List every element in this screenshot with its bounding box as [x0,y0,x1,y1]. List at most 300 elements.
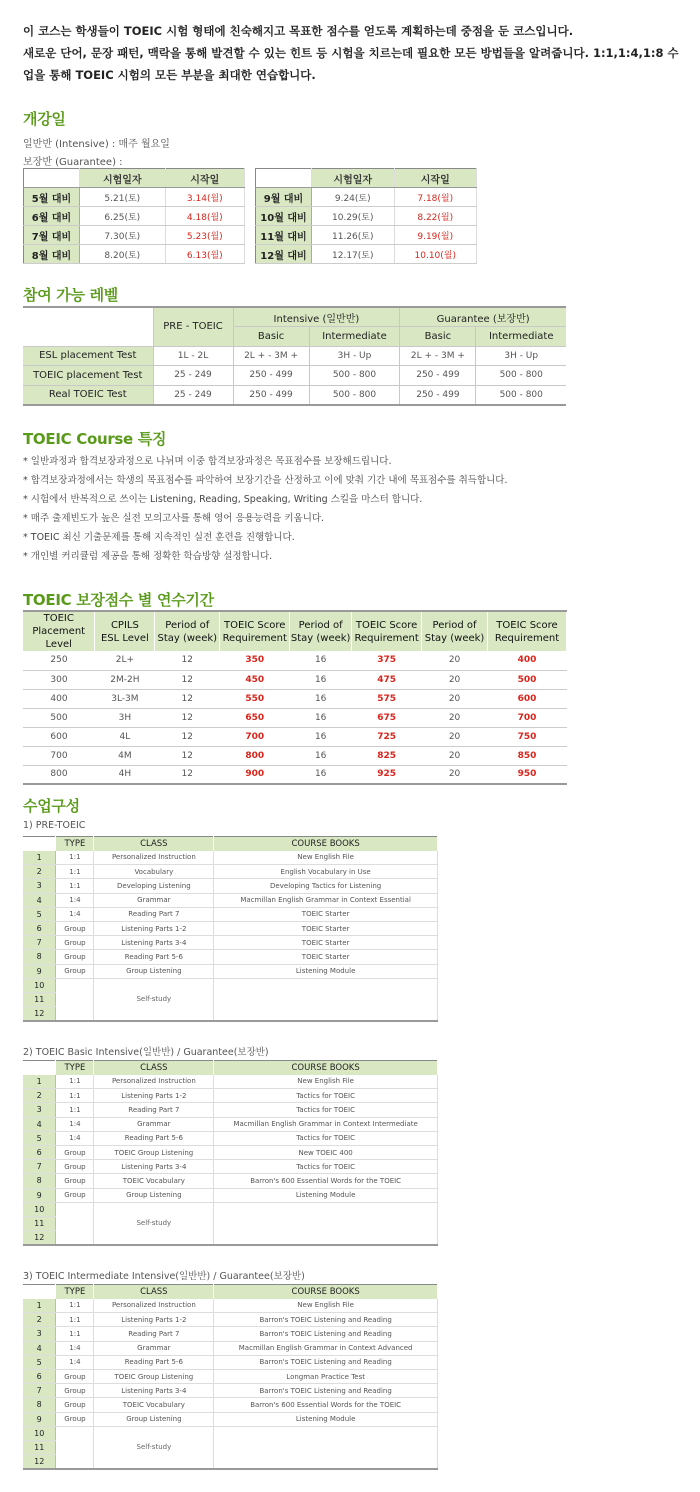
curriculum-cell: Listening Parts 3-4 [94,1384,214,1398]
start-date-header: 시작일 [165,169,244,188]
curriculum-cell: Listening Module [214,1188,438,1202]
curriculum-header: CLASS [94,1061,214,1075]
self-study-books [214,978,438,1021]
curriculum-cell: Listening Parts 3-4 [94,936,214,950]
row-number: 4 [23,893,56,907]
period-row [23,651,567,670]
period-cell: 725 [352,727,422,746]
self-study-type [56,1426,94,1469]
curriculum-cell: Macmillan English Grammar in Context Essential [214,893,438,907]
curriculum-row [23,1426,438,1440]
curriculum-header: COURSE BOOKS [214,1061,438,1075]
row-number: 4 [23,1341,56,1355]
curriculum-cell: TOEIC Vocabulary [94,1398,214,1412]
start-date: 9.19(월) [394,226,477,245]
row-number: 10 [23,978,56,992]
schedule-table-right [255,168,477,264]
number-header [23,1285,56,1299]
curriculum-cell: Grammar [94,1117,214,1131]
period-cell: 4L [95,727,155,746]
row-number: 9 [23,964,56,978]
period-header-line: Requirement [222,632,287,644]
period-row [23,746,567,765]
schedule-row [24,226,245,245]
curriculum-cell: Barron's 600 Essential Words for the TOEIC [214,1174,438,1188]
period-cell: 16 [290,765,352,784]
intensive-schedule: 일반반 (Intensive) : 매주 월요일 [23,139,170,150]
curriculum-cell: Barron's TOEIC Listening and Reading [214,1384,438,1398]
curriculum-header: CLASS [94,837,214,851]
feature-item: * TOEIC 최신 기출문제를 통해 지속적인 실전 훈련을 진행합니다. [23,532,295,543]
start-date-header: 시작일 [394,169,477,188]
curriculum-cell: Reading Part 5-6 [94,1355,214,1369]
exam-date: 11.26(토) [312,226,395,245]
curriculum-cell: Barron's TOEIC Listening and Reading [214,1355,438,1369]
row-number: 7 [23,936,56,950]
curriculum-cell: 1:1 [56,1103,94,1117]
period-cell: 20 [422,689,488,708]
row-number: 2 [23,1313,56,1327]
period-header-line: CPILS [110,619,139,631]
curriculum-row [23,1412,438,1426]
period-cell: 375 [352,651,422,670]
level-cell: 250 - 499 [400,366,476,386]
schedule-row [24,188,245,207]
period-cell: 12 [155,670,220,689]
curriculum-cell: Tactics for TOEIC [214,1103,438,1117]
exam-date: 10.29(토) [312,207,395,226]
period-cell: 16 [290,670,352,689]
curriculum-cell: Group Listening [94,964,214,978]
level-row [23,366,566,386]
guarantee-schedule: 보장반 (Guarantee) : [23,157,123,168]
period-cell: 20 [422,708,488,727]
schedule-row [24,245,245,264]
pre-toeic-header: PRE - TOEIC [153,307,233,346]
period-cell: 350 [220,651,290,670]
level-cell: 500 - 800 [309,366,400,386]
period-cell: 16 [290,708,352,727]
period-header-line: Requirement [494,632,560,644]
features-title: TOEIC Course 특징 [23,430,167,448]
level-test-label: TOEIC placement Test [23,366,153,386]
period-header-line: Stay (week) [157,632,218,644]
curriculum-cell: New English File [214,1299,438,1313]
level-cell: 500 - 800 [476,385,566,405]
start-date: 7.18(월) [394,188,477,207]
curriculum-row [23,1202,438,1216]
self-study-type [56,1202,94,1245]
curriculum-row [23,1327,438,1341]
curriculum-cell: Reading Part 7 [94,1103,214,1117]
curriculum-header-row [23,837,438,851]
curriculum-row [23,921,438,935]
self-study-label: Self-study [94,1202,214,1245]
curriculum-cell: Developing Listening [94,879,214,893]
curriculum-row [23,1174,438,1188]
curriculum-row [23,879,438,893]
period-header-line: TOEIC Score [355,619,418,631]
schedule-row [24,207,245,226]
curriculum-cell: Grammar [94,1341,214,1355]
feature-item: * 합격보장과정에서는 학생의 목표점수를 파악하여 보장기간을 산정하고 이에 맞춰 기간 내에 목표점수를 취득합니다. [23,475,508,486]
period-header-line: Period of [432,619,477,631]
curriculum-subtitle: 3) TOEIC Intermediate Intensive(일반반) / Guarantee(보장반) [23,1271,305,1282]
period-cell: 300 [23,670,95,689]
curriculum-row [23,950,438,964]
curriculum-row [23,865,438,879]
curriculum-cell: Group [56,1188,94,1202]
intermediate-header: Intermediate [309,327,400,347]
schedule-label: 5월 대비 [24,188,80,207]
period-cell: 12 [155,746,220,765]
row-number: 3 [23,879,56,893]
curriculum-cell: Personalized Instruction [94,1075,214,1089]
curriculum-cell: Listening Parts 1-2 [94,921,214,935]
period-cell: 20 [422,765,488,784]
period-cell: 4M [95,746,155,765]
row-number: 2 [23,865,56,879]
period-cell: 500 [488,670,567,689]
curriculum-cell: Group [56,921,94,935]
period-table [23,610,567,785]
start-date: 5.23(월) [165,226,244,245]
curriculum-cell: TOEIC Starter [214,921,438,935]
level-cell: 2L + - 3M + [400,346,476,366]
period-cell: 12 [155,689,220,708]
curriculum-cell: TOEIC Starter [214,950,438,964]
level-cell: 25 - 249 [153,385,233,405]
level-test-label: ESL placement Test [23,346,153,366]
period-cell: 400 [23,689,95,708]
period-header-line: Placement Level [32,626,86,650]
curriculum-row [23,907,438,921]
curriculum-cell: Tactics for TOEIC [214,1160,438,1174]
opening-title: 개강일 [23,110,66,128]
period-header-line: TOEIC Score [496,619,558,631]
curriculum-row [23,936,438,950]
row-number: 12 [23,1231,56,1245]
level-cell: 3H - Up [476,346,566,366]
curriculum-cell: Reading Part 5-6 [94,950,214,964]
period-row [23,708,567,727]
curriculum-row [23,978,438,992]
curriculum-cell: Group [56,964,94,978]
schedule-row [256,188,477,207]
curriculum-cell: Listening Module [214,964,438,978]
curriculum-cell: Group Listening [94,1412,214,1426]
curriculum-row [23,1313,438,1327]
curriculum-row [23,1341,438,1355]
period-cell: 20 [422,651,488,670]
curriculum-row [23,1117,438,1131]
period-header-line: TOEIC Score [224,619,286,631]
curriculum-cell: 1:1 [56,1299,94,1313]
self-study-books [214,1202,438,1245]
curriculum-subtitle: 1) PRE-TOEIC [23,820,86,831]
curriculum-cell: New English File [214,851,438,865]
self-study-label: Self-study [94,978,214,1021]
basic-header: Basic [233,327,309,347]
row-number: 8 [23,1174,56,1188]
period-cell: 500 [23,708,95,727]
curriculum-row [23,851,438,865]
curriculum-row [23,1103,438,1117]
curriculum-cell: 1:1 [56,1313,94,1327]
period-header-line: Period of [165,619,210,631]
period-cell: 20 [422,727,488,746]
period-header [95,611,155,651]
intro-line-1: 이 코스는 학생들이 TOEIC 시험 형태에 친숙해지고 목표한 점수를 얻도록 계획하는데 중점을 둔 코스입니다. [23,24,574,38]
curriculum-cell: TOEIC Group Listening [94,1145,214,1159]
period-cell: 600 [488,689,567,708]
self-study-label: Self-study [94,1426,214,1469]
start-date: 10.10(월) [394,245,477,264]
period-header-line: ESL Level [100,632,149,644]
curriculum-cell: Listening Parts 1-2 [94,1313,214,1327]
exam-date: 7.30(토) [80,226,166,245]
start-date: 8.22(월) [394,207,477,226]
curriculum-header: COURSE BOOKS [214,837,438,851]
level-cell: 2L + - 3M + [233,346,309,366]
intermediate-header: Intermediate [476,327,566,347]
curriculum-row [23,1299,438,1313]
curriculum-title: 수업구성 [23,797,80,815]
curriculum-cell: TOEIC Starter [214,907,438,921]
schedule-row [256,245,477,264]
period-header-line: Stay (week) [290,632,351,644]
curriculum-cell: 1:4 [56,1341,94,1355]
curriculum-cell: 1:1 [56,865,94,879]
row-number: 11 [23,1216,56,1230]
period-cell: 12 [155,727,220,746]
row-number: 5 [23,1131,56,1145]
curriculum-cell: Group [56,1160,94,1174]
row-number: 7 [23,1384,56,1398]
curriculum-cell: Macmillan English Grammar in Context Intermediate [214,1117,438,1131]
curriculum-row [23,1145,438,1159]
period-header [155,611,220,651]
curriculum-row [23,1131,438,1145]
period-cell: 925 [352,765,422,784]
period-cell: 700 [23,746,95,765]
exam-date-header: 시험일자 [312,169,395,188]
curriculum-cell: Group [56,1412,94,1426]
curriculum-cell: Developing Tactics for Listening [214,879,438,893]
period-cell: 750 [488,727,567,746]
start-date: 4.18(월) [165,207,244,226]
row-number: 3 [23,1103,56,1117]
period-cell: 550 [220,689,290,708]
basic-header: Basic [400,327,476,347]
curriculum-row [23,1355,438,1369]
row-number: 12 [23,1455,56,1469]
row-number: 6 [23,1145,56,1159]
curriculum-cell: 1:1 [56,1089,94,1103]
period-row [23,670,567,689]
curriculum-row [23,893,438,907]
intro-line-2: 새로운 단어, 문장 패턴, 맥락을 통해 발견할 수 있는 힌트 등 시험을 치르는데 필요한 모든 방법들을 알려줍니다. 1:1,1:4,1:8 수업을 통해 TOEIC 시험의 모든 부분을 최대한 연습합니다. [23,46,679,82]
period-cell: 650 [220,708,290,727]
curriculum-table [23,1284,438,1470]
curriculum-cell: New TOEIC 400 [214,1145,438,1159]
period-cell: 450 [220,670,290,689]
intro-text [23,20,683,86]
level-cell: 1L - 2L [153,346,233,366]
feature-item: * 일반과정과 합격보장과정으로 나뉘며 이중 합격보장과정은 목표점수를 보장해드립니다. [23,456,392,467]
curriculum-cell: Vocabulary [94,865,214,879]
curriculum-row [23,1384,438,1398]
curriculum-cell: Tactics for TOEIC [214,1089,438,1103]
feature-item: * 매주 출제빈도가 높은 실전 모의고사를 통해 영어 응용능력을 키웁니다. [23,513,325,524]
curriculum-cell: Macmillan English Grammar in Context Advanced [214,1341,438,1355]
period-header [352,611,422,651]
row-number: 8 [23,1398,56,1412]
curriculum-cell: Personalized Instruction [94,1299,214,1313]
curriculum-header: COURSE BOOKS [214,1285,438,1299]
row-number: 10 [23,1202,56,1216]
levels-table [23,306,566,406]
period-title: TOEIC 보장점수 별 연수기간 [23,591,214,609]
period-cell: 4H [95,765,155,784]
curriculum-header: TYPE [56,1285,94,1299]
curriculum-row [23,1188,438,1202]
curriculum-cell: Group [56,936,94,950]
period-cell: 900 [220,765,290,784]
curriculum-cell: Listening Parts 1-2 [94,1089,214,1103]
curriculum-cell: Reading Part 5-6 [94,1131,214,1145]
curriculum-cell: Barron's TOEIC Listening and Reading [214,1313,438,1327]
curriculum-cell: 1:4 [56,1117,94,1131]
curriculum-header-row [23,1285,438,1299]
period-header-line: Requirement [354,632,419,644]
self-study-type [56,978,94,1021]
curriculum-row [23,1089,438,1103]
schedule-label: 9월 대비 [256,188,312,207]
curriculum-cell: Barron's TOEIC Listening and Reading [214,1327,438,1341]
row-number: 9 [23,1412,56,1426]
period-header [290,611,352,651]
curriculum-cell: Reading Part 7 [94,1327,214,1341]
feature-item: * 시험에서 반복적으로 쓰이는 Listening, Reading, Speaking, Writing 스킬을 마스터 합니다. [23,494,423,505]
period-cell: 800 [220,746,290,765]
curriculum-cell: 1:1 [56,1075,94,1089]
level-cell: 250 - 499 [400,385,476,405]
row-number: 1 [23,1075,56,1089]
exam-date-header: 시험일자 [80,169,166,188]
schedule-label: 6월 대비 [24,207,80,226]
row-number: 8 [23,950,56,964]
level-cell: 25 - 249 [153,366,233,386]
row-number: 6 [23,921,56,935]
exam-date: 12.17(토) [312,245,395,264]
number-header [23,837,56,851]
period-cell: 20 [422,746,488,765]
period-cell: 850 [488,746,567,765]
number-header [23,1061,56,1075]
start-date: 6.13(월) [165,245,244,264]
features-list [23,452,508,566]
guarantee-header: Guarantee (보장반) [400,307,566,327]
schedule-label: 7월 대비 [24,226,80,245]
period-cell: 950 [488,765,567,784]
period-cell: 2L+ [95,651,155,670]
period-row [23,727,567,746]
curriculum-cell: Group [56,1174,94,1188]
curriculum-cell: Listening Module [214,1412,438,1426]
schedule-row [256,207,477,226]
schedule-table-left [23,168,245,264]
level-row [23,346,566,366]
row-number: 5 [23,1355,56,1369]
period-row [23,765,567,784]
curriculum-row [23,1075,438,1089]
row-number: 1 [23,1299,56,1313]
curriculum-cell: TOEIC Starter [214,936,438,950]
curriculum-header-row [23,1061,438,1075]
curriculum-cell: 1:1 [56,879,94,893]
curriculum-cell: Group [56,1384,94,1398]
intensive-header: Intensive (일반반) [233,307,400,327]
period-cell: 400 [488,651,567,670]
period-cell: 575 [352,689,422,708]
schedule-row [256,226,477,245]
curriculum-cell: Grammar [94,893,214,907]
row-number: 3 [23,1327,56,1341]
curriculum-table [23,1060,438,1246]
curriculum-cell: Tactics for TOEIC [214,1131,438,1145]
row-number: 1 [23,851,56,865]
level-test-label: Real TOEIC Test [23,385,153,405]
row-number: 11 [23,1440,56,1454]
curriculum-subtitle: 2) TOEIC Basic Intensive(일반반) / Guarantee(보장반) [23,1047,269,1058]
curriculum-cell: 1:1 [56,1327,94,1341]
row-number: 11 [23,992,56,1006]
period-cell: 3H [95,708,155,727]
row-number: 4 [23,1117,56,1131]
curriculum-cell: Group [56,1145,94,1159]
period-row [23,689,567,708]
exam-date: 5.21(토) [80,188,166,207]
schedule-label: 8월 대비 [24,245,80,264]
curriculum-table [23,836,438,1022]
level-cell: 3H - Up [309,346,400,366]
row-number: 6 [23,1369,56,1383]
curriculum-row [23,1369,438,1383]
row-number: 10 [23,1426,56,1440]
curriculum-cell: Group [56,950,94,964]
curriculum-row [23,1398,438,1412]
period-header-line: Stay (week) [424,632,485,644]
curriculum-cell: Group Listening [94,1188,214,1202]
curriculum-cell: 1:4 [56,907,94,921]
period-header-line: Period of [298,619,343,631]
level-cell: 250 - 499 [233,385,309,405]
period-cell: 700 [220,727,290,746]
period-cell: 2M-2H [95,670,155,689]
row-number: 2 [23,1089,56,1103]
period-cell: 20 [422,670,488,689]
row-number: 9 [23,1188,56,1202]
period-cell: 3L-3M [95,689,155,708]
period-cell: 16 [290,689,352,708]
period-cell: 475 [352,670,422,689]
schedule-label: 12월 대비 [256,245,312,264]
curriculum-cell: Reading Part 7 [94,907,214,921]
exam-date: 8.20(토) [80,245,166,264]
curriculum-cell: 1:1 [56,851,94,865]
exam-date: 9.24(토) [312,188,395,207]
